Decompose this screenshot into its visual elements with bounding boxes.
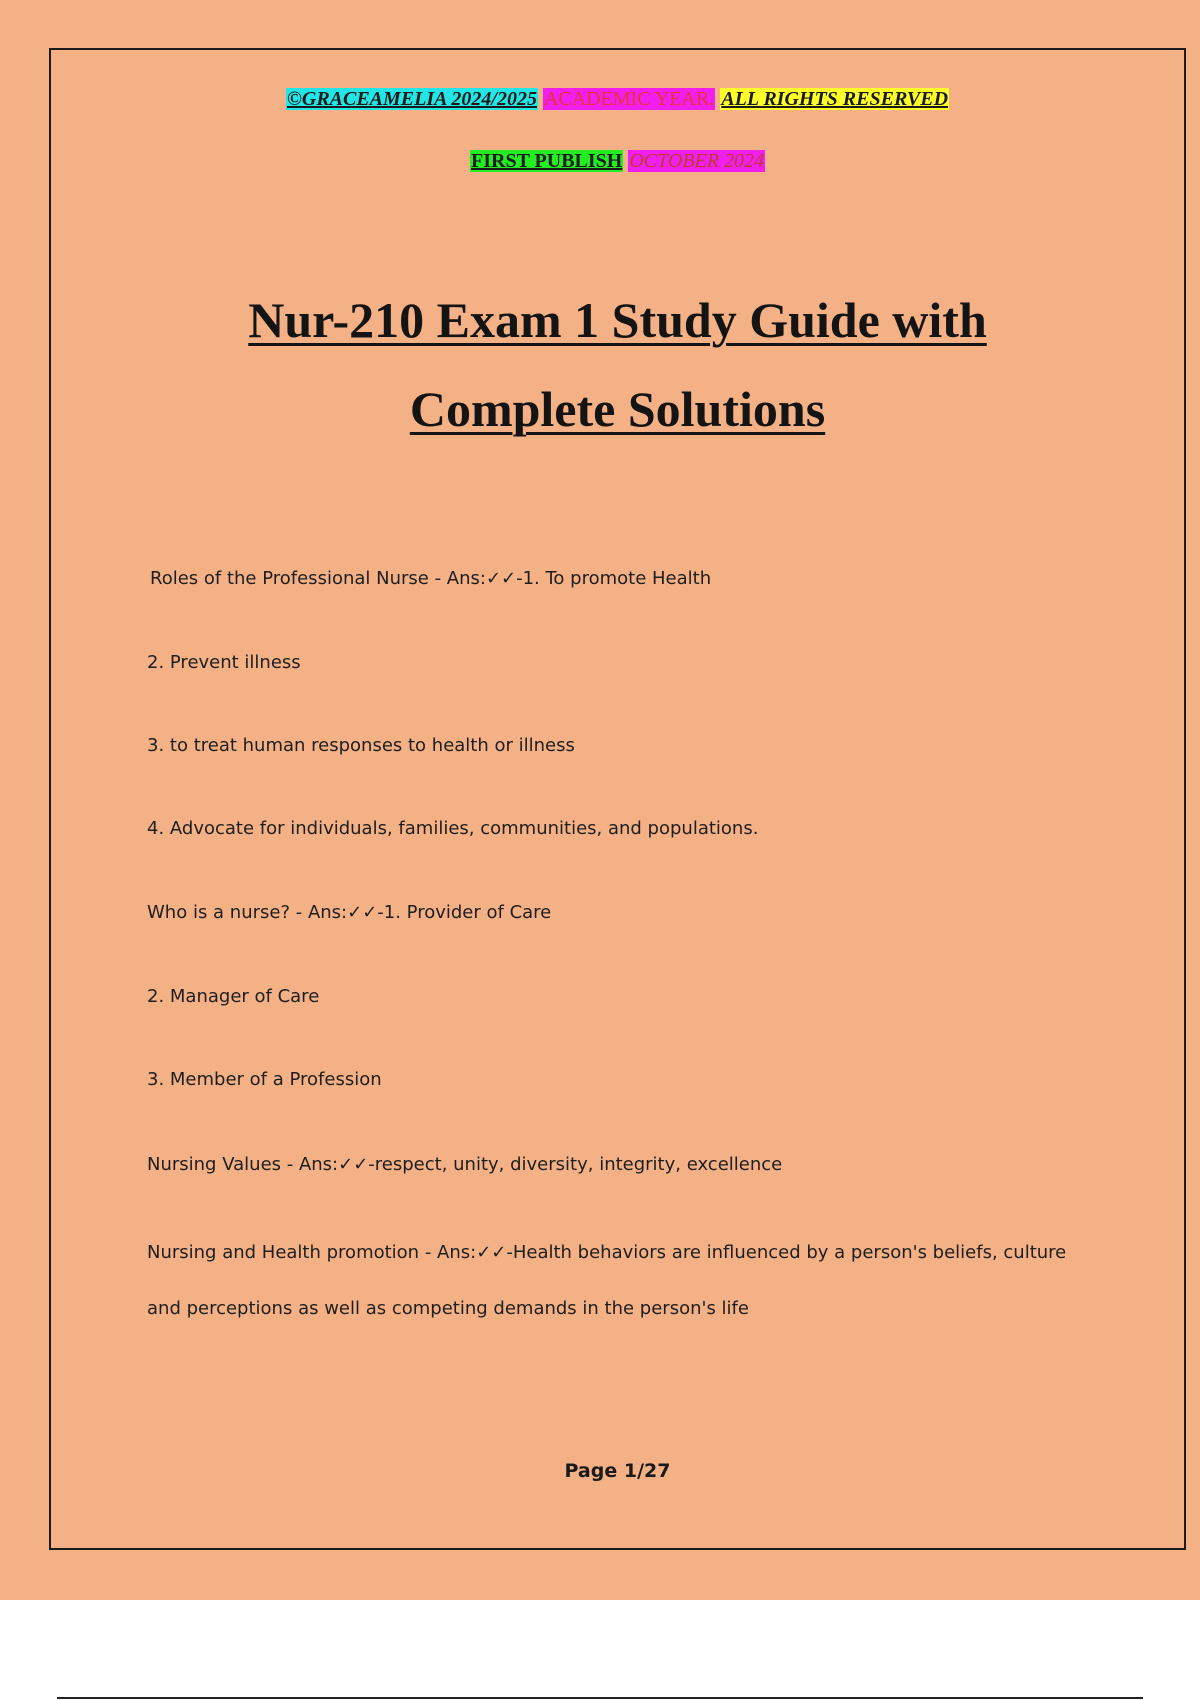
publish-header [51,148,1184,174]
qa-entry: 3. to treat human responses to health or illness [147,735,575,756]
next-page-divider [57,1697,1143,1699]
page-border-frame [49,48,1186,1550]
document-title-line-2: Complete Solutions [409,381,826,437]
copyright-header [51,86,1184,112]
qa-entry: and perceptions as well as competing demands in the person's life [147,1298,749,1319]
publish-date-label: OCTOBER 2024 [629,150,764,172]
qa-entry: Nursing Values - Ans:✓✓-respect, unity, diversity, integrity, excellence [147,1154,783,1175]
document-title-line-1: Nur-210 Exam 1 Study Guide with [248,292,987,348]
qa-entry: 2. Prevent illness [147,652,301,673]
first-publish-label: FIRST PUBLISH [471,150,623,172]
qa-entry: 3. Member of a Profession [147,1069,382,1090]
qa-entry: 4. Advocate for individuals, families, communities, and populations. [147,818,759,839]
qa-entry: Nursing and Health promotion - Ans:✓✓-Health behaviors are influenced by a person's beliefs, culture [147,1242,1067,1263]
academic-year-label: ACADEMIC YEAR. [543,88,715,110]
qa-entry: Roles of the Professional Nurse - Ans:✓✓-1. To promote Health [150,568,712,589]
qa-entry: 2. Manager of Care [147,986,320,1007]
qa-entry: Who is a nurse? - Ans:✓✓-1. Provider of Care [147,902,552,923]
rights-reserved-label: ALL RIGHTS RESERVED [721,88,949,110]
copyright-label: ©GRACEAMELIA 2024/2025 [286,88,537,110]
page-number: Page 1/27 [564,1460,671,1482]
